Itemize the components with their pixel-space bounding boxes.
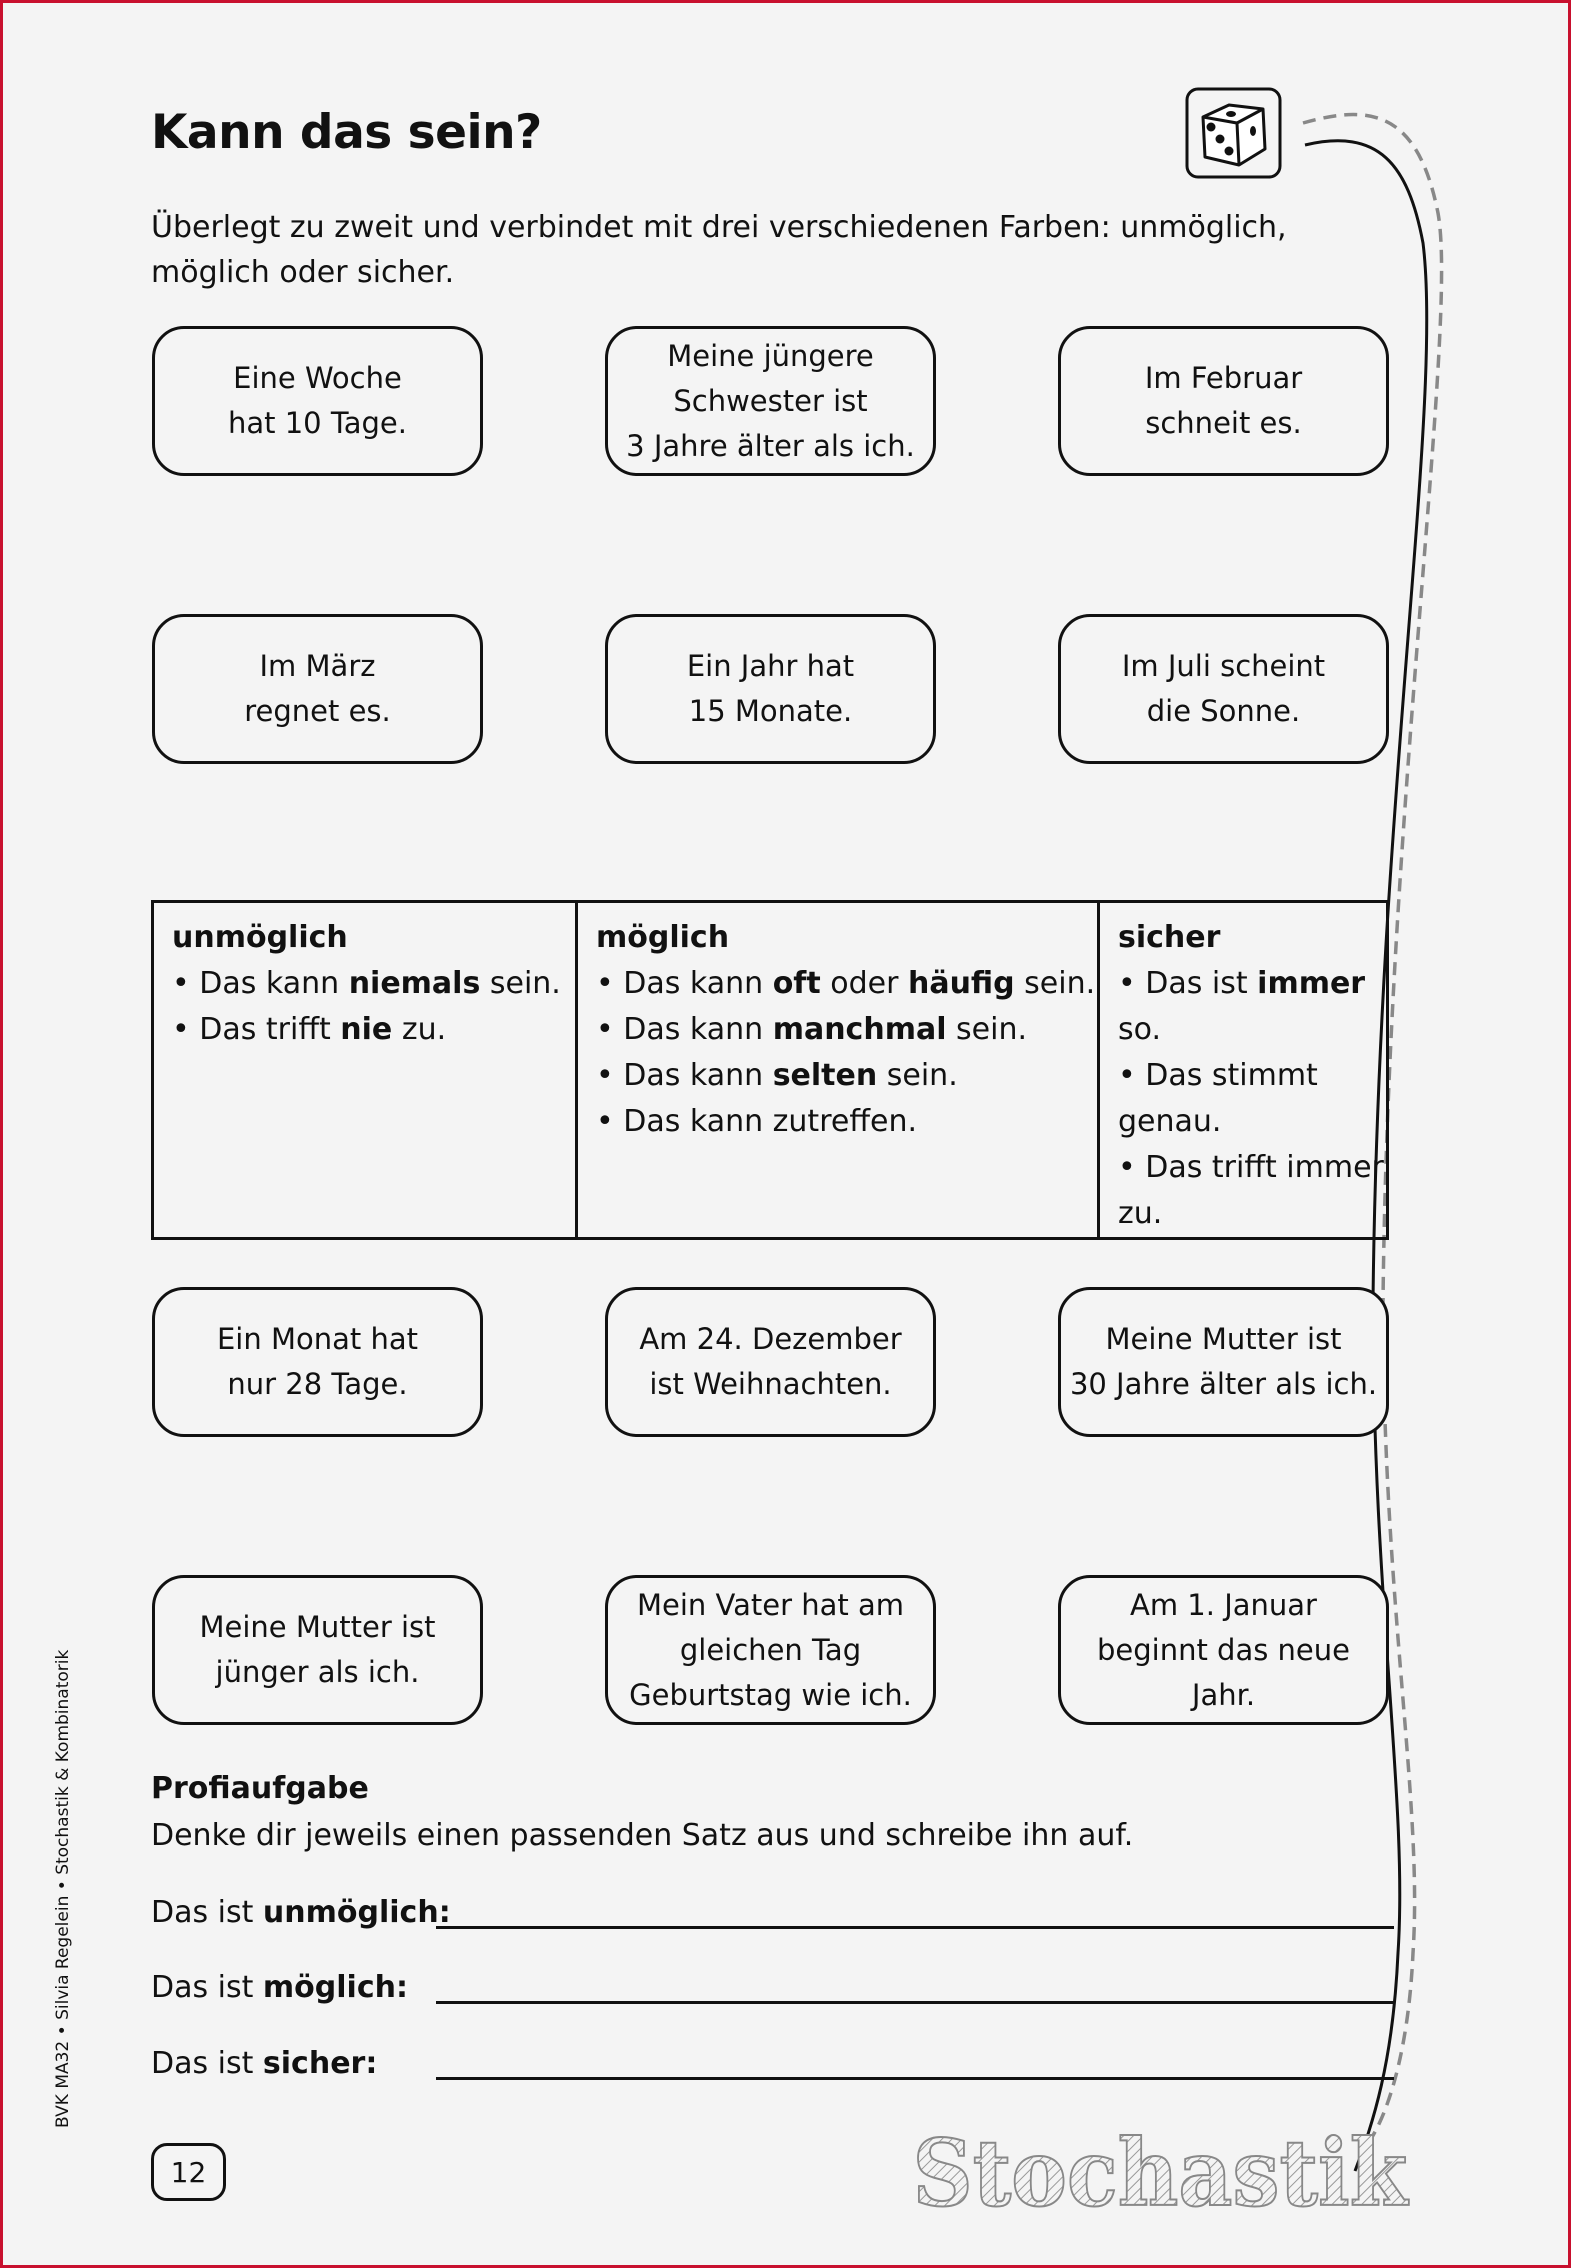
category-impossible	[153, 902, 577, 1239]
category-line: • Das ist immer so.	[1118, 966, 1366, 1047]
connector-tab[interactable]	[293, 1262, 343, 1312]
answer-line-certain[interactable]	[436, 2077, 1394, 2080]
statement-card[interactable]	[605, 614, 936, 764]
category-line: • Das kann selten sein.	[596, 1058, 958, 1093]
connector-tab[interactable]	[293, 451, 343, 501]
page-number: 12	[151, 2143, 226, 2201]
card-text: Eine Woche hat 10 Tage.	[227, 361, 407, 440]
answer-line-possible[interactable]	[436, 2001, 1394, 2004]
brand-text: Stochastik	[912, 2119, 1410, 2223]
category-line: • Das kann oft oder häufig sein.	[596, 966, 1096, 1001]
card-text: Ein Jahr hat 15 Monate.	[686, 649, 855, 728]
statement-card[interactable]	[1058, 326, 1389, 476]
instruction-text: Überlegt zu zweit und verbindet mit drei verschiedenen Farben: unmöglich, möglich oder sicher.	[151, 210, 1287, 290]
category-possible	[577, 902, 1099, 1239]
connector-tab[interactable]	[746, 1262, 796, 1312]
answer-label-impossible: Das ist unmöglich:	[151, 1895, 451, 1930]
category-certain	[1099, 902, 1388, 1239]
statement-card[interactable]	[605, 326, 936, 476]
profi-title: Profiaufgabe	[151, 1771, 369, 1806]
category-heading: sicher	[1118, 920, 1221, 955]
answer-line-impossible[interactable]	[436, 1926, 1394, 1929]
publisher-side-text: BVK MA32 • Silvia Regelein • Stochastik & Kombinatorik	[53, 1649, 73, 2128]
answer-label-certain: Das ist sicher:	[151, 2046, 378, 2081]
statement-card[interactable]	[1058, 614, 1389, 764]
card-text: Ein Monat hat nur 28 Tage.	[216, 1322, 418, 1401]
statement-card[interactable]	[152, 326, 483, 476]
statement-card[interactable]	[605, 1287, 936, 1437]
card-text: Meine Mutter ist jünger als ich.	[199, 1610, 436, 1689]
card-text: Meine jüngere Schwester ist 3 Jahre älter als ich.	[626, 338, 915, 463]
statement-card[interactable]	[152, 614, 483, 764]
answer-label-possible: Das ist möglich:	[151, 1970, 408, 2005]
category-heading: möglich	[596, 920, 730, 955]
category-line: • Das stimmt genau.	[1118, 1058, 1318, 1139]
page-title: Kann das sein?	[151, 105, 542, 160]
category-line: • Das kann niemals sein.	[172, 966, 561, 1001]
statement-card[interactable]	[152, 1287, 483, 1437]
card-text: Im Juli scheint die Sonne.	[1121, 649, 1326, 728]
card-text: Am 24. Dezember ist Weihnachten.	[639, 1322, 902, 1401]
category-heading: unmöglich	[172, 920, 348, 955]
statement-card[interactable]	[605, 1575, 936, 1725]
profi-description: Denke dir jeweils einen passenden Satz aus und schreibe ihn auf.	[151, 1818, 1134, 1853]
category-line: • Das trifft nie zu.	[172, 1012, 447, 1047]
card-text: Im März regnet es.	[244, 649, 391, 728]
category-line: • Das trifft immer zu.	[1118, 1150, 1384, 1231]
connector-tab[interactable]	[1199, 1262, 1249, 1312]
dice-icon	[1185, 87, 1282, 179]
connector-tab[interactable]	[746, 739, 796, 789]
connector-tab[interactable]	[293, 739, 343, 789]
card-text: Im Februar schneit es.	[1144, 361, 1303, 440]
statement-card[interactable]	[1058, 1575, 1389, 1725]
category-table	[151, 900, 1389, 1240]
brand-logo	[908, 2113, 1413, 2223]
statement-card[interactable]	[152, 1575, 483, 1725]
card-text: Meine Mutter ist 30 Jahre älter als ich.	[1069, 1322, 1378, 1401]
category-line: • Das kann zutreffen.	[596, 1104, 918, 1139]
card-text: Am 1. Januar beginnt das neue Jahr.	[1096, 1587, 1350, 1712]
connector-tab[interactable]	[1199, 739, 1249, 789]
connector-tab[interactable]	[1199, 451, 1249, 501]
card-text: Mein Vater hat am gleichen Tag Geburtstag wie ich.	[629, 1587, 912, 1712]
category-line: • Das kann manchmal sein.	[596, 1012, 1027, 1047]
statement-card[interactable]	[1058, 1287, 1389, 1437]
connector-tab[interactable]	[293, 1550, 343, 1600]
